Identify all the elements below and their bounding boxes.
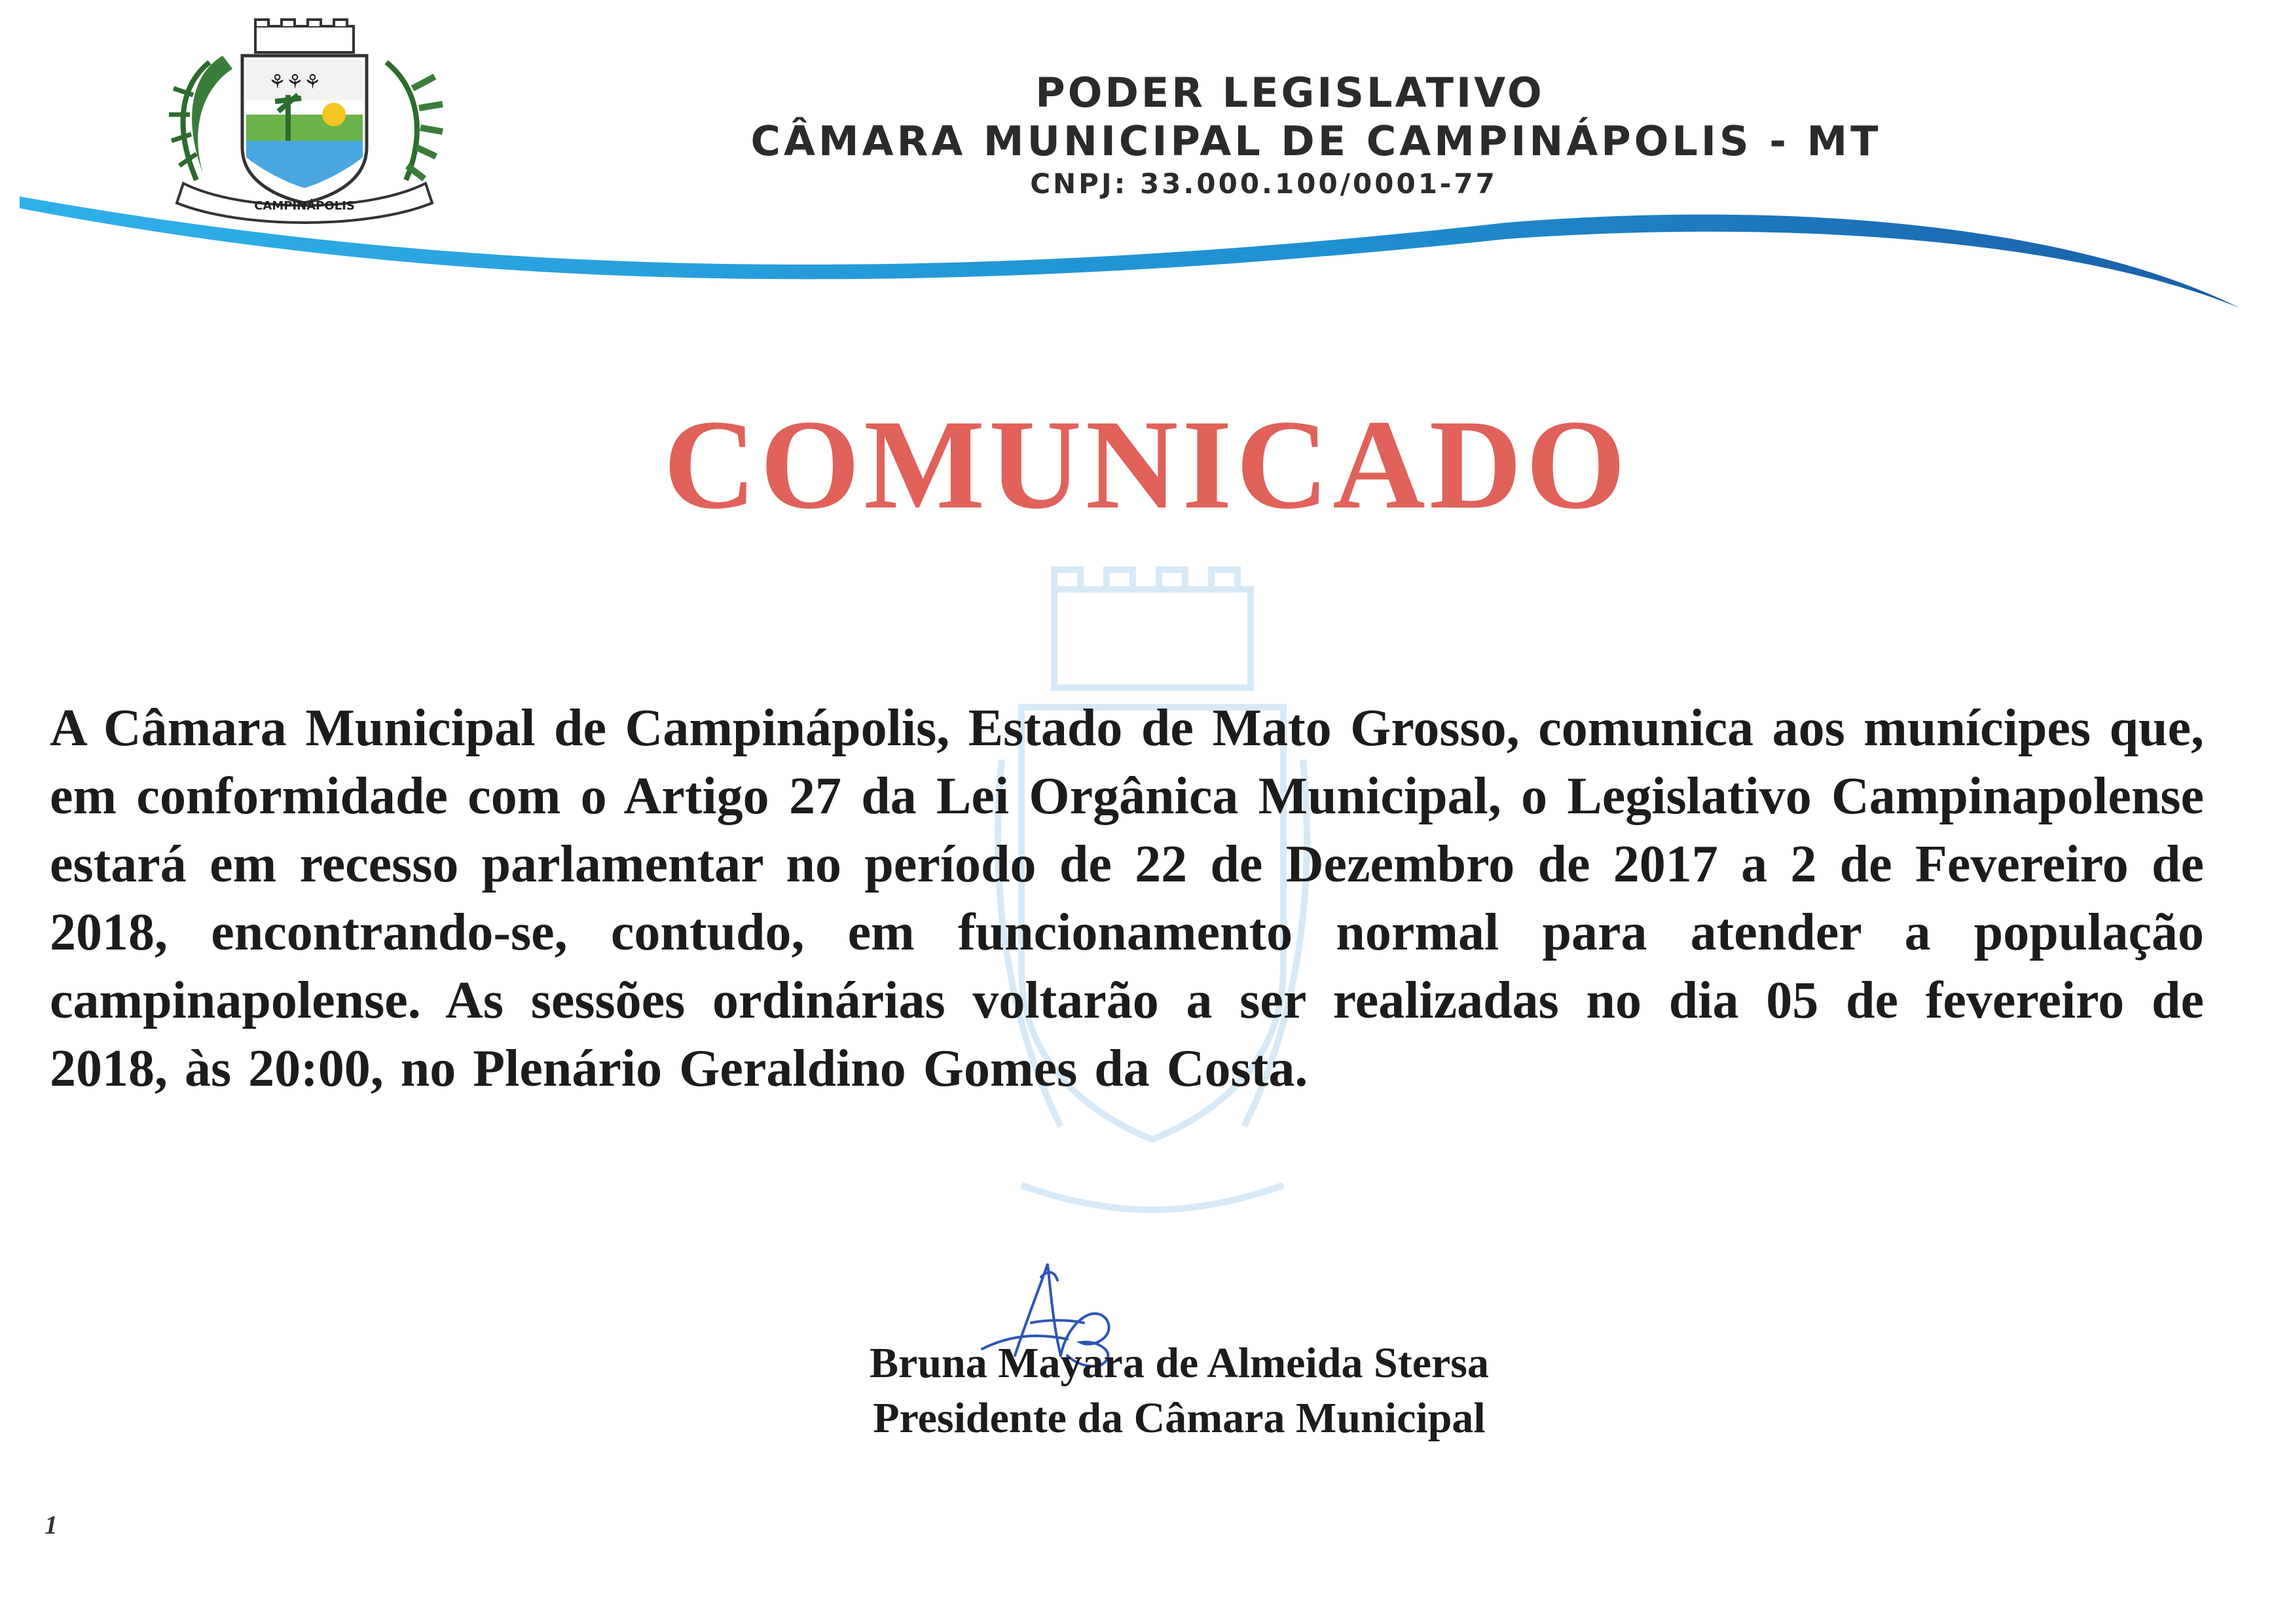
letterhead-line-2: CÂMARA MUNICIPAL DE CAMPINÁPOLIS - MT	[750, 117, 1882, 165]
signatory-role: Presidente da Câmara Municipal	[873, 1394, 1486, 1442]
crest-banner-text: CAMPINÁPOLIS	[254, 199, 355, 213]
svg-text:⚘⚘⚘: ⚘⚘⚘	[268, 71, 321, 94]
signatory-name: Bruna Mayara de Almeida Stersa	[870, 1339, 1489, 1387]
notice-body: A Câmara Municipal de Campinápolis, Estado de Mato Grosso, comunica aos munícipes que, em conformidade com o Artigo 27 da Lei Orgânica Municipal, o Legislativo Campinapolense estará em recesso parlamentar no período de 22 de Dezembro de 2017 a 2 de Fevereiro de 2018, encontrando-se, contudo, em funcionamento normal para atender a população campinapolense. As sessões ordinárias voltarão a ser realizadas no dia 05 de fevereiro de 2018, às 20:00, no Plenário Geraldino Gomes da Costa.	[50, 699, 2204, 1098]
header-wave-divider	[0, 177, 2293, 327]
letterhead-line-1: PODER LEGISLATIVO	[1035, 69, 1545, 117]
signature-block	[0, 1336, 2293, 1446]
letterhead-cnpj: CNPJ: 33.000.100/0001-77	[1030, 168, 1497, 200]
page-number: 1	[45, 1510, 58, 1540]
document-title: COMUNICADO	[663, 394, 1630, 536]
